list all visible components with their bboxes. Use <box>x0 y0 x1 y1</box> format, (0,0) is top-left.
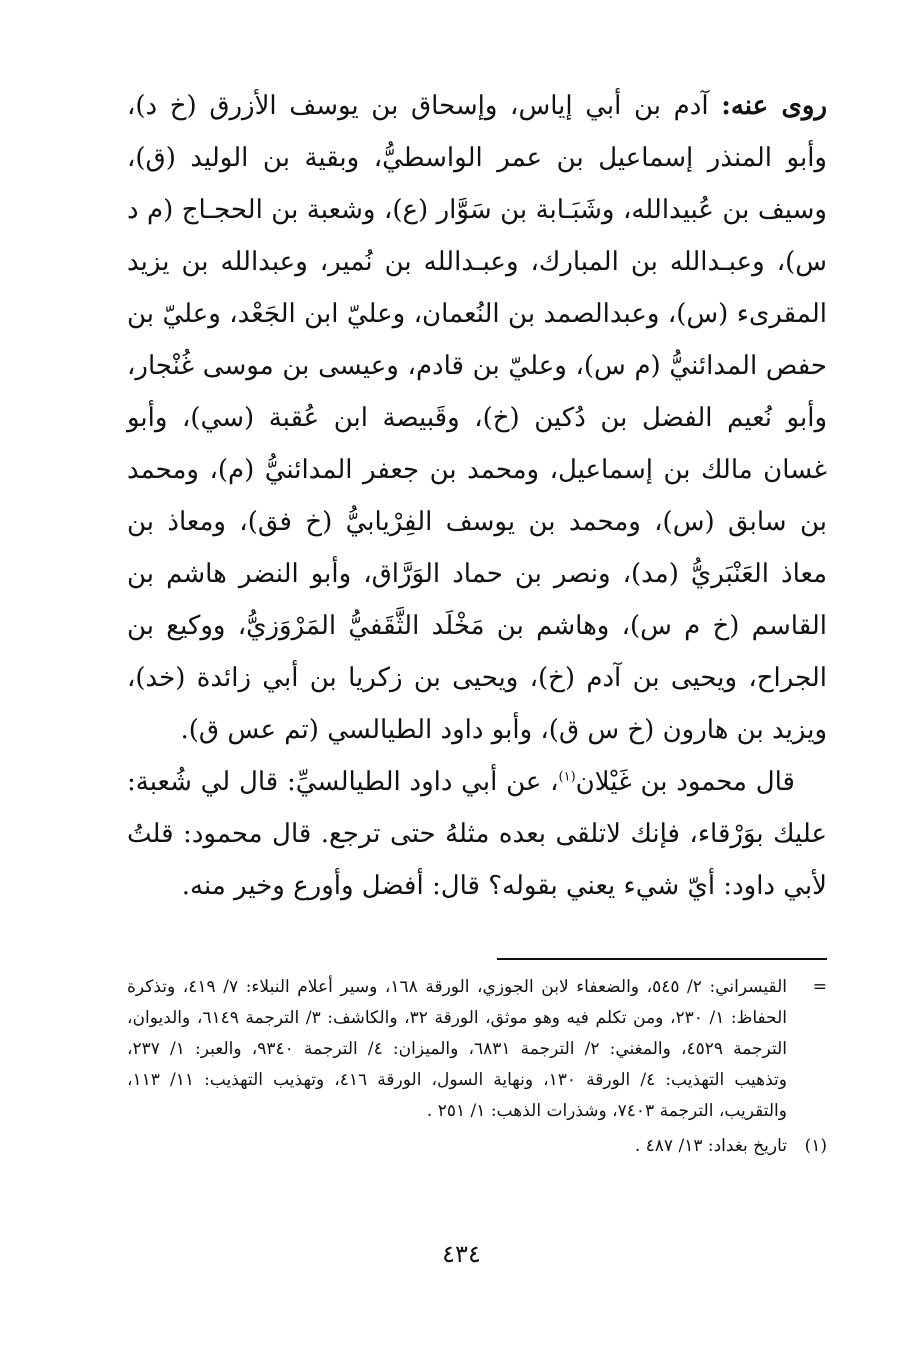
footnote-1-text: تاريخ بغداد: ١٣/ ٤٨٧ . <box>634 1136 787 1156</box>
footnote-reference: (١) <box>558 769 576 785</box>
footnote-separator <box>497 958 827 960</box>
quote-opening: قال محمود بن غَيْلان <box>575 767 795 797</box>
main-text <box>127 80 827 912</box>
footnote-1 <box>127 1131 827 1162</box>
narrators-list: آدم بن أبي إياس، وإسحاق بن يوسف الأزرق (خ د)، وأبو المنذر إسماعيل بن عمر الواسطيُّ، وبقية بن الوليد (ق)، وسيف بن عُبيدالله، وشَبَـابة بن سَوَّار (ع)، وشعبة بن الحجـاج (م د س)، وعبـدالله بن المبارك، وعبـدالله بن نُمير، وعبدالله بن يزيد المقرىء (س)، وعبدالصمد بن النُعمان، وعليّ ابن الجَعْد، وعليّ بن حفص المدائنيُّ (م س)، وعليّ بن قادم، وعيسى بن موسى غُنْجار، وأبو نُعيم الفضل بن دُكين (خ)، وقَبيصة ابن عُقبة (سي)، وأبو غسان مالك بن إسماعيل، ومحمد بن جعفر المدائنيُّ (م)، ومحمد بن سابق (س)، ومحمد بن يوسف الفِرْيابيُّ (خ فق)، ومعاذ بن معاذ العَنْبَريُّ (مد)، ونصر بن حماد الوَرَّاق، وأبو النضر هاشم بن القاسم (خ م س)، وهاشم بن مَخْلَد الثَّقَفيُّ المَرْوَزيُّ، ووكيع بن الجراح، ويحيى بن آدم (خ)، ويحيى بن زكريا بن أبي زائدة (خد)، ويزيد بن هارون (خ س ق)، وأبو داود الطيالسي (تم عس ق). <box>127 91 827 745</box>
narrators-label: روى عنه: <box>721 91 828 121</box>
footnote-continued <box>127 972 827 1127</box>
quote-paragraph <box>127 756 827 912</box>
quote-body: ، عن أبي داود الطيالسيِّ: قال لي شُعبة: عليك بوَرْقاء، فإنك لاتلقى بعده مثلهُ حتى ترجع. قال محمود: قلتُ لأبي داود: أيّ شيء يعني بقوله؟ قال: أفضل وأورع وخير منه. <box>127 767 827 901</box>
footnote-continuation-mark: = <box>812 977 827 997</box>
narrators-paragraph <box>127 80 827 756</box>
footnotes <box>127 972 827 1162</box>
footnote-continued-text: القيسراني: ٢/ ٥٤٥، والضعفاء لابن الجوزي، الورقة ١٦٨، وسير أعلام النبلاء: ٧/ ٤١٩، وتذكرة الحفاظ: ١/ ٢٣٠، ومن تكلم فيه وهو موثق، الورقة ٣٢، والكاشف: ٣/ الترجمة ٦١٤٩، والديوان، الترجمة ٤٥٢٩، والمغني: ٢/ الترجمة ٦٨٣١، والميزان: ٤/ الترجمة ٩٣٤٠، والعبر: ١/ ٢٣٧، وتذهيب التهذيب: ٤/ الورقة ١٣٠، ونهاية السول، الورقة ٤١٦، وتهذيب التهذيب: ١١/ ١١٣، والتقريب، الترجمة ٧٤٠٣، وشذرات الذهب: ١/ ٢٥١ . <box>127 977 788 1121</box>
page-number: ٤٣٤ <box>442 1240 481 1268</box>
footnote-1-marker: (١) <box>804 1136 827 1156</box>
